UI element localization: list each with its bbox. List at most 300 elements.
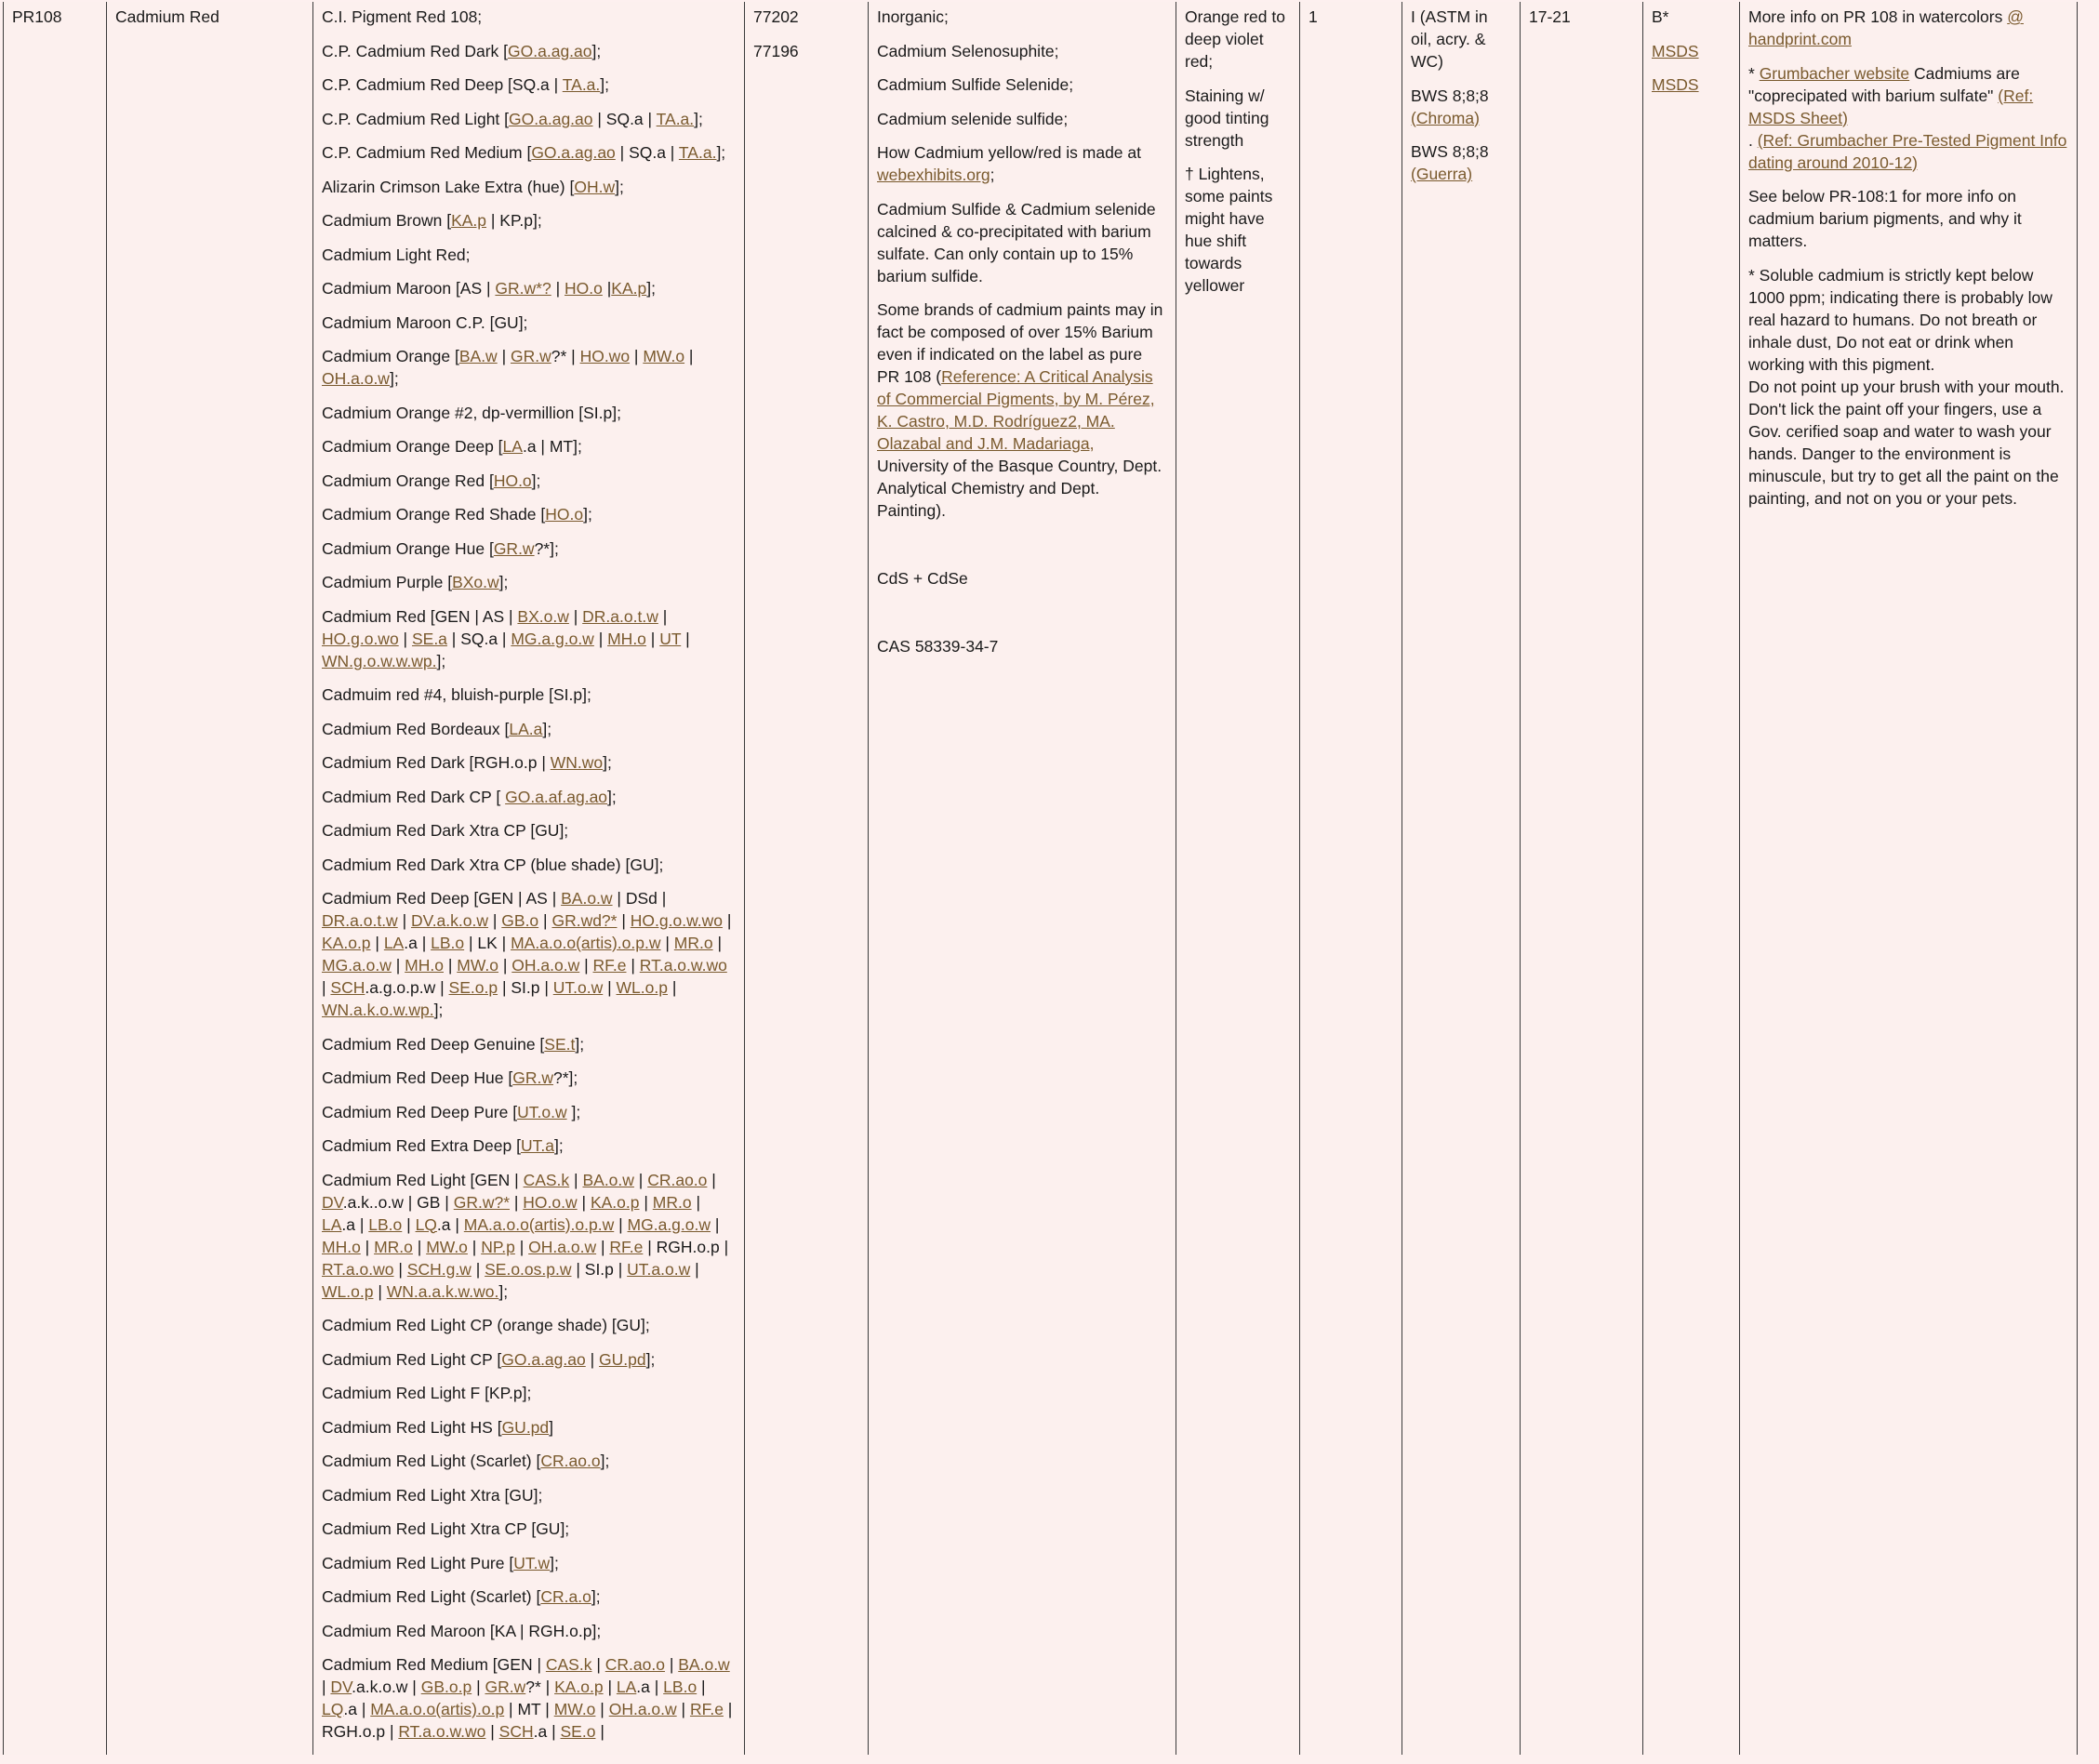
list-item [1411, 85, 1511, 129]
text-segment: | [676, 1700, 690, 1718]
text-segment: ]; [600, 1452, 610, 1470]
text-segment: Cadmium Light Red; [322, 245, 471, 264]
text-segment: Cadmium Orange Hue [ [322, 538, 494, 558]
text-segment: Cadmium Red Light F [KP.p]; [322, 1384, 532, 1402]
reference-link[interactable]: OH.a.o.w [322, 369, 390, 388]
list-item [322, 571, 736, 593]
text-segment: Orange red to deep violet red; [1185, 7, 1285, 71]
reference-link[interactable]: WL.o.p [616, 978, 668, 997]
reference-link[interactable]: (Ref: Grumbacher Pre-Tested Pigment Info dating around 2010-12) [1748, 130, 2067, 172]
text-segment: ]; [607, 787, 617, 806]
reference-link[interactable]: UT.a [520, 1136, 554, 1155]
reference-link[interactable]: GR.w*? [495, 279, 551, 298]
reference-link[interactable]: OH.a.o.w [528, 1237, 597, 1256]
reference-link[interactable]: UT [659, 629, 682, 648]
text-segment: | [691, 1192, 700, 1212]
reference-link[interactable]: LQ [322, 1700, 344, 1718]
text-segment: ] [549, 1417, 554, 1437]
list-item [877, 534, 1167, 556]
reference-link[interactable]: Reference: A Critical Analysis of Commercial Pigments, by M. Pérez, K. Castro, M.D. Rodríguez2, MA. Olazabal and J.M. Madariaga, [877, 367, 1155, 453]
reference-link[interactable]: GB.o.p [420, 1678, 472, 1696]
text-segment: I (ASTM in oil, acry. & WC) [1411, 7, 1488, 71]
reference-link[interactable]: MH.o [405, 956, 444, 975]
list-item [1411, 140, 1511, 185]
reference-link[interactable]: HO.o.w [523, 1192, 578, 1212]
reference-link[interactable]: GO.a.af.ag.ao [505, 787, 608, 806]
reference-link[interactable]: GU.pd [599, 1349, 646, 1369]
text-segment: | SI.p | [571, 1259, 628, 1279]
reference-link[interactable]: MW.o [426, 1237, 468, 1256]
reference-link[interactable]: BA.w [458, 347, 498, 365]
list-item [877, 40, 1167, 62]
list-item [322, 751, 736, 774]
reference-link[interactable]: GO.a.ag.ao [509, 109, 593, 128]
reference-link[interactable]: SE.t [544, 1034, 576, 1054]
text-segment: | [579, 956, 593, 975]
reference-link[interactable]: GO.a.ag.ao [501, 1349, 586, 1369]
reference-link[interactable]: RF.e [689, 1700, 724, 1718]
list-item [322, 244, 736, 266]
text-segment: How Cadmium yellow/red is made at [877, 143, 1141, 162]
text-segment: ]; [583, 505, 592, 524]
list-item [1185, 6, 1291, 73]
reference-link[interactable]: GO.a.ag.ao [508, 41, 592, 60]
properties-cell [1176, 2, 1300, 1755]
text-segment: .a | [436, 1214, 464, 1234]
reference-link[interactable]: MW.o [553, 1700, 596, 1718]
list-item [322, 887, 736, 1021]
text-segment: ?* | [551, 347, 580, 365]
reference-link[interactable]: MW.o [457, 956, 498, 975]
reference-link[interactable]: Grumbacher website [1759, 63, 1910, 83]
reference-link[interactable]: MR.o [374, 1237, 413, 1256]
text-segment: Cadmium Red Light Pure [ [322, 1553, 514, 1572]
text-segment: | [603, 978, 617, 997]
reference-link[interactable]: LQ [415, 1214, 437, 1234]
text-segment: Cadmium Red Light HS [ [322, 1417, 502, 1437]
reference-link[interactable]: OH.a.o.w [608, 1700, 677, 1718]
reference-link[interactable]: CAS.k [545, 1655, 592, 1674]
text-segment: | LK | [464, 934, 511, 952]
reference-link[interactable]: BA.o.w [678, 1655, 730, 1674]
text-segment: CAS 58339-34-7 [877, 637, 999, 656]
text-segment: ?* | [525, 1678, 555, 1696]
reference-link[interactable]: MH.o [607, 629, 646, 648]
pigment-table [3, 2, 2078, 1755]
text-segment: | [360, 1237, 375, 1256]
text-segment: | SQ.a | [615, 143, 679, 162]
reference-link[interactable]: SE.a [411, 629, 447, 648]
reference-link[interactable]: BA.o.w [561, 889, 613, 908]
list-item [322, 73, 736, 96]
text-segment: | SQ.a | [446, 629, 511, 648]
text-segment: | [412, 1237, 427, 1256]
reference-link[interactable]: (Ref: MSDS Sheet) [1748, 86, 2034, 127]
reference-link[interactable]: NP.p [481, 1237, 515, 1256]
list-item [322, 1484, 736, 1506]
reference-link[interactable]: KA.p [611, 279, 647, 298]
reference-link[interactable]: MA.a.o.o(artis).o.p.w [463, 1214, 615, 1234]
reference-link[interactable]: BX.o.w [517, 606, 569, 626]
reference-link[interactable]: GU.pd [501, 1417, 550, 1437]
reference-link[interactable]: LB.o [368, 1214, 403, 1234]
reference-link[interactable]: WL.o.p [322, 1281, 374, 1301]
chemistry-cell [869, 2, 1176, 1755]
text-segment: Cadmium Red Extra Deep [ [322, 1136, 521, 1155]
text-segment: Cadmium Red Dark CP [ [322, 787, 506, 806]
list-item [877, 6, 1167, 28]
list-item [322, 1134, 736, 1157]
reference-link[interactable]: RF.e [609, 1237, 644, 1256]
text-segment: More info on PR 108 in watercolors [1748, 7, 2008, 26]
reference-link[interactable]: MSDS [1652, 75, 1699, 94]
list-item [322, 503, 736, 525]
reference-link[interactable]: DR.a.o.t.w [582, 606, 658, 626]
reference-link[interactable]: CR.a.o [540, 1587, 591, 1606]
list-item [322, 683, 736, 706]
reference-link[interactable]: TA.a. [678, 143, 717, 162]
text-segment: Cadmium Red Bordeaux [ [322, 719, 510, 738]
text-segment: | [498, 956, 512, 975]
text-segment: | [602, 279, 612, 298]
text-segment: ]; [566, 1102, 581, 1121]
text-segment: .a | [343, 1700, 371, 1718]
text-segment: ]; [389, 369, 399, 388]
reference-link[interactable]: GB.o [501, 911, 539, 930]
text-segment: Cadmium Maroon [AS | [322, 279, 496, 298]
reference-link[interactable]: HO.g.o.wo [322, 629, 399, 648]
text-segment: | [633, 1170, 648, 1189]
list-item [1652, 40, 1731, 62]
reference-link[interactable]: RT.a.o.w.wo [639, 956, 727, 975]
text-segment: ?*]; [552, 1068, 578, 1087]
text-segment: ]; [433, 1001, 444, 1019]
reference-link[interactable]: LA [502, 437, 523, 456]
text-segment: | [467, 1237, 482, 1256]
reference-link[interactable]: SCH.g.w [406, 1259, 472, 1279]
list-item [322, 854, 736, 876]
reference-link[interactable]: TA.a. [656, 109, 695, 128]
text-segment: | [397, 911, 411, 930]
reference-link[interactable]: MG.a.g.o.w [511, 629, 594, 648]
text-segment: | [664, 1655, 679, 1674]
reference-link[interactable]: LA.a [509, 719, 543, 738]
reference-link[interactable]: WN.wo [550, 753, 604, 772]
toxicity-cell [1643, 2, 1740, 1755]
reference-link[interactable]: GR.w [485, 1678, 526, 1696]
text-segment: Some brands of cadmium paints may in fact be composed of over 15% Barium even if indicated on the label as pure PR 108 ( [877, 300, 1163, 386]
text-segment: | [593, 629, 608, 648]
text-segment: Cadmium Orange Red [ [322, 471, 494, 490]
text-segment: C.P. Cadmium Red Medium [ [322, 143, 532, 162]
text-segment: ]; [542, 719, 552, 738]
list-item [322, 1348, 736, 1371]
list-item [322, 402, 736, 424]
reference-link[interactable]: DR.a.o.t.w [322, 911, 398, 930]
reference-link[interactable]: MG.a.g.o.w [627, 1214, 711, 1234]
reference-link[interactable]: UT.o.w [552, 978, 604, 997]
reference-link[interactable]: LA [383, 934, 405, 952]
reference-link[interactable]: LB.o [431, 934, 465, 952]
reference-link[interactable]: GR.w [510, 347, 551, 365]
text-segment: ]; [646, 279, 656, 298]
ci-number: 77196 [753, 41, 799, 60]
reference-link[interactable]: RT.a.o.w.wo [398, 1722, 486, 1741]
list-item [322, 6, 736, 28]
pigment-code-cell [4, 2, 107, 1755]
text-segment: | RGH.o.p | [322, 1700, 733, 1741]
text-segment: | [591, 1655, 605, 1674]
text-segment: Cadmium Red Dark [RGH.o.p | [322, 753, 551, 772]
common-name-cell [107, 2, 313, 1755]
reference-link[interactable]: MSDS [1652, 41, 1699, 60]
text-segment: | [722, 911, 732, 930]
text-segment: Cadmium Orange #2, dp-vermillion [SI.p]; [322, 403, 621, 422]
text-segment: | [681, 629, 690, 648]
list-item [322, 435, 736, 458]
reference-link[interactable]: KA.o.p [554, 1678, 604, 1696]
brand-names-cell [313, 2, 745, 1755]
reference-link[interactable]: GR.w?* [453, 1192, 511, 1212]
transparency-value: 1 [1309, 7, 1318, 26]
reference-link[interactable]: (Guerra) [1411, 165, 1473, 183]
list-item [1411, 6, 1511, 73]
list-item [322, 1620, 736, 1642]
list-item [322, 537, 736, 560]
text-segment: Do not point up your brush with your mouth. Don't lick the paint off your fingers, use a Gov. cerified soap and water to wash your hands. Danger to the environment is minuscule, but try to get all the paint on the painting, and not on you or your pets. [1748, 377, 2065, 508]
text-segment: | [626, 956, 640, 975]
reference-link[interactable]: BA.o.w [582, 1170, 634, 1189]
list-item [322, 40, 736, 62]
text-segment: C.P. Cadmium Red Dark [ [322, 41, 509, 60]
reference-link[interactable]: DV.a.k.o.w [410, 911, 488, 930]
reference-link[interactable]: WN.a.a.k.w.wo. [386, 1281, 499, 1301]
text-segment: ]; [498, 573, 509, 591]
text-segment: Cadmium Red Deep Pure [ [322, 1102, 518, 1121]
reference-link[interactable]: HO.g.o.w.wo [630, 911, 723, 930]
text-segment: Cadmium Red Deep Hue [ [322, 1068, 513, 1087]
text-segment: Cadmium Orange Deep [ [322, 437, 503, 456]
reference-link[interactable]: GO.a.ag.ao [531, 143, 616, 162]
reference-link[interactable]: DV [322, 1192, 343, 1212]
reference-link[interactable]: TA.a. [562, 75, 601, 94]
reference-link[interactable]: HO.o [545, 505, 584, 524]
text-segment: See below PR-108:1 for more info on cadmium barium pigments, and why it matters. [1748, 187, 2022, 250]
reference-link[interactable]: MH.o [322, 1237, 361, 1256]
text-segment: Cadmium Red Light (Scarlet) [ [322, 1452, 541, 1470]
text-segment: | [645, 629, 660, 648]
reference-link[interactable]: CR.ao.o [647, 1170, 708, 1189]
text-segment: Cadmium Red Light (Scarlet) [ [322, 1587, 541, 1606]
text-segment: .a | [404, 934, 432, 952]
list-item [322, 1518, 736, 1540]
text-segment: .a.k..o.w | GB | [342, 1192, 454, 1212]
list-item [322, 1033, 736, 1055]
reference-link[interactable]: OH.a.o.w [511, 956, 580, 975]
text-segment: | DSd | [612, 889, 667, 908]
list-item [322, 1653, 736, 1743]
notes-cell [1740, 2, 2078, 1755]
reference-link[interactable]: MR.o [652, 1192, 692, 1212]
text-segment: | [596, 1237, 610, 1256]
list-item [322, 718, 736, 740]
list-item [322, 1382, 736, 1404]
reference-link[interactable]: webexhibits.org [877, 166, 990, 184]
reference-link[interactable]: UT.w [513, 1553, 551, 1572]
list-item [877, 602, 1167, 624]
list-item [1185, 85, 1291, 152]
reference-link[interactable]: SE.o.p [448, 978, 498, 997]
reference-link[interactable]: SE.o [560, 1722, 596, 1741]
text-segment: ]; [645, 1349, 656, 1369]
text-segment: | [711, 1214, 720, 1234]
text-segment: Cadmium Red Deep Genuine [ [322, 1034, 545, 1054]
reference-link[interactable]: GR.wd?* [551, 911, 618, 930]
text-segment: | [373, 1281, 387, 1301]
list-item [1748, 6, 2068, 50]
reference-link[interactable]: RT.a.o.wo [322, 1259, 394, 1279]
list-item [1652, 73, 1731, 96]
common-name: Cadmium Red [115, 7, 219, 26]
list-item [322, 209, 736, 232]
reference-link[interactable]: @ handprint.com [1748, 7, 2024, 48]
text-segment: .a | [341, 1214, 369, 1234]
text-segment: | [595, 1722, 604, 1741]
text-segment: .a | MT]; [522, 437, 582, 456]
text-segment: | [658, 606, 668, 626]
list-item [322, 1314, 736, 1336]
reference-link[interactable]: KA.o.p [590, 1192, 640, 1212]
text-segment: ]; [694, 109, 703, 128]
text-segment: Cadmium selenide sulfide; [877, 109, 1069, 128]
text-segment: Alizarin Crimson Lake Extra (hue) [ [322, 177, 575, 196]
text-segment: | [488, 911, 502, 930]
text-segment: | [322, 978, 331, 997]
text-segment: | [660, 934, 674, 952]
reference-link[interactable]: UT.o.w [517, 1102, 567, 1121]
text-segment: Cadmium Red [GEN | AS | [322, 606, 518, 626]
text-segment: | [697, 1678, 706, 1696]
list-item [322, 470, 736, 492]
list-item [1748, 62, 2068, 174]
text-segment: .a | [636, 1678, 664, 1696]
reference-link[interactable]: SCH [498, 1722, 534, 1741]
text-segment: Cadmium Red Dark Xtra CP (blue shade) [GU]; [322, 855, 664, 874]
list-item [322, 345, 736, 390]
text-segment: | [497, 347, 511, 365]
text-segment: | [472, 1678, 485, 1696]
list-item [877, 567, 1167, 590]
reference-link[interactable]: LA [322, 1214, 342, 1234]
list-item [322, 1067, 736, 1089]
list-item [322, 176, 736, 198]
text-segment: University of the Basque Country, Dept. Analytical Chemistry and Dept. Painting). [877, 457, 1162, 520]
reference-link[interactable]: CR.ao.o [604, 1655, 665, 1674]
text-segment: ]; [436, 651, 446, 670]
text-segment: | [370, 934, 384, 952]
reference-link[interactable]: MA.a.o.o(artis).o.p [370, 1700, 505, 1718]
text-segment: Cadmium Maroon C.P. [GU]; [322, 312, 528, 332]
text-segment: | [471, 1259, 485, 1279]
text-segment: CdS + CdSe [877, 569, 968, 588]
reference-link[interactable]: UT.a.o.w [627, 1259, 691, 1279]
text-segment: | [514, 1237, 529, 1256]
text-segment: C.I. Pigment Red 108; [322, 7, 483, 26]
reference-link[interactable]: BXo.w [452, 573, 499, 591]
text-segment: ]; [591, 1587, 601, 1606]
text-segment: | [393, 1259, 407, 1279]
reference-link[interactable]: HO.o [493, 471, 532, 490]
text-segment: | [690, 1259, 699, 1279]
reference-link[interactable]: SCH [330, 978, 365, 997]
reference-link[interactable]: (Chroma) [1411, 108, 1480, 127]
reference-link[interactable]: RF.e [592, 956, 627, 975]
list-item [322, 108, 736, 130]
text-segment: Cadmium Sulfide Selenide; [877, 75, 1074, 94]
reference-link[interactable]: HO.wo [579, 347, 631, 365]
text-segment: Cadmuim red #4, bluish-purple [SI.p]; [322, 685, 591, 704]
reference-link[interactable]: WN.a.k.o.w.wp. [322, 1001, 434, 1019]
text-segment: C.P. Cadmium Red Deep [SQ.a | [322, 75, 563, 94]
reference-link[interactable]: GR.w [493, 538, 535, 558]
reference-link[interactable]: LB.o [663, 1678, 697, 1696]
list-item [322, 819, 736, 842]
reference-link[interactable]: DV [330, 1678, 352, 1696]
reference-link[interactable]: HO.o [565, 279, 603, 298]
text-segment: Cadmium Purple [ [322, 573, 453, 591]
text-segment: ]; [575, 1034, 585, 1054]
list-item [322, 277, 736, 299]
reference-link[interactable]: MR.o [673, 934, 713, 952]
reference-link[interactable]: SE.o.os.p.w [485, 1259, 572, 1279]
reference-link[interactable]: GR.w [512, 1068, 553, 1087]
reference-link[interactable]: OH.w [574, 177, 616, 196]
text-segment: | [510, 1192, 524, 1212]
reference-link[interactable]: MW.o [643, 347, 685, 365]
text-segment: .a | [533, 1722, 561, 1741]
reference-link[interactable]: WN.g.o.w.w.wp. [322, 651, 437, 670]
reference-link[interactable]: CR.ao.o [540, 1452, 601, 1470]
text-segment: Cadmium Red Light CP [ [322, 1349, 502, 1369]
ci-number: 77202 [753, 7, 799, 26]
reference-link[interactable]: CAS.k [523, 1170, 570, 1189]
text-segment: | [391, 956, 405, 975]
list-item [1185, 163, 1291, 297]
text-segment: | [595, 1700, 609, 1718]
lightfastness-cell [1402, 2, 1521, 1755]
text-segment: | [538, 911, 552, 930]
text-segment: | [485, 1722, 499, 1741]
reference-link[interactable]: MG.a.o.w [322, 956, 392, 975]
text-segment: | [707, 1170, 716, 1189]
text-segment: Cadmium Red Light Xtra [GU]; [322, 1485, 543, 1505]
text-segment: ; [990, 166, 995, 184]
text-segment: Cadmium Sulfide & Cadmium selenide calcined & co-precipitated with barium sulfate. Can only contain up to 15% barium sulfide. [877, 199, 1156, 285]
text-segment: ]; [716, 143, 726, 162]
text-segment: | [585, 1349, 600, 1369]
reference-link[interactable]: MA.a.o.o(artis).o.p.w [511, 934, 661, 952]
transparency-cell [1300, 2, 1402, 1755]
text-segment: Cadmium Red Deep [GEN | AS | [322, 889, 562, 908]
list-item [322, 1450, 736, 1472]
text-segment: | SI.p | [498, 978, 553, 997]
text-segment: Cadmium Red Light [GEN | [322, 1170, 524, 1189]
reference-link[interactable]: KA.p [451, 211, 487, 230]
text-segment: † Lightens, some paints might have hue shift towards yellower [1185, 165, 1273, 295]
reference-link[interactable]: KA.o.p [322, 934, 371, 952]
list-item [1748, 185, 2068, 252]
reference-link[interactable]: LA [616, 1678, 637, 1696]
